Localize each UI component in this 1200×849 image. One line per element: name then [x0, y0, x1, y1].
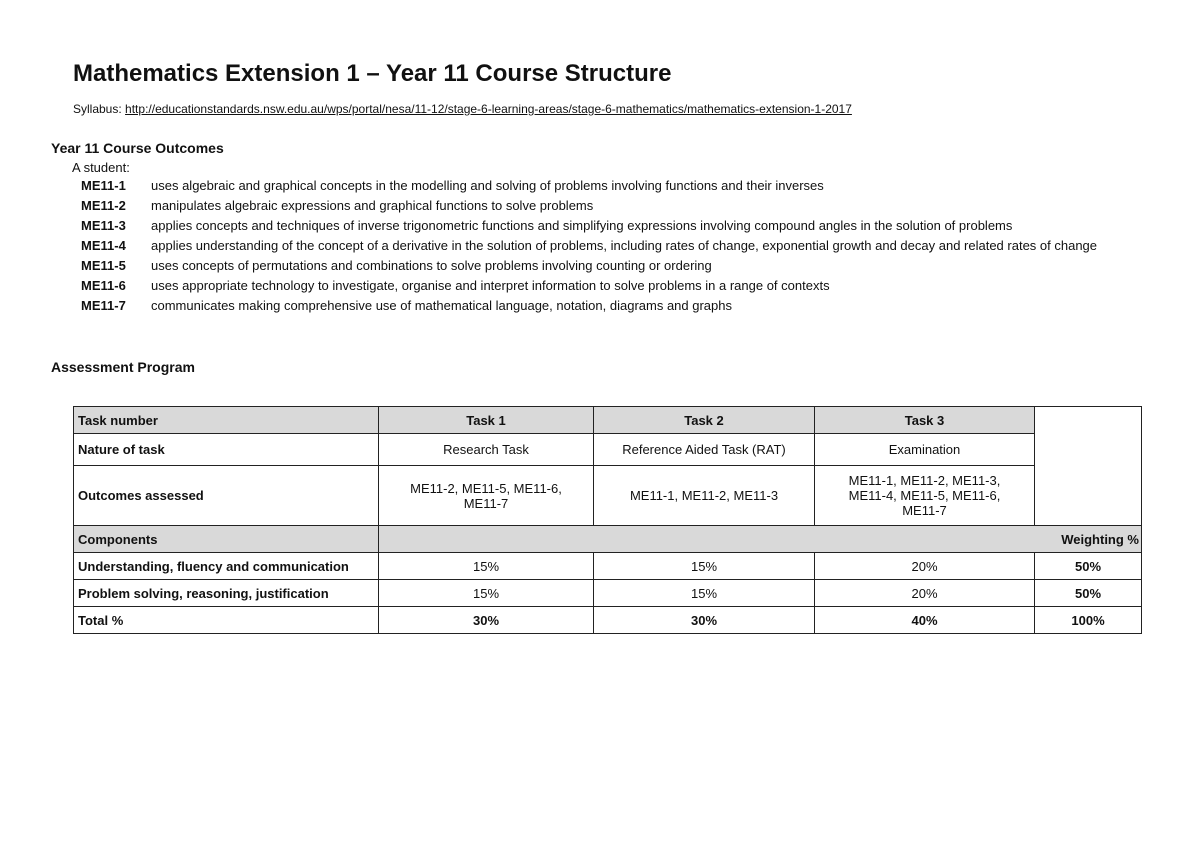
table-row [74, 607, 1142, 634]
syllabus-line [73, 102, 852, 116]
assessment-table [73, 406, 1142, 634]
outcome-text: uses concepts of permutations and combinations to solve problems involving counting or ordering [151, 258, 712, 273]
table-row [74, 407, 1142, 434]
components-label: Components [74, 526, 379, 553]
nature-label: Nature of task [74, 434, 379, 466]
weighting-label: Weighting % [379, 526, 1142, 553]
row-value: 20% [815, 580, 1035, 607]
task-number-label: Task number [74, 407, 379, 434]
row-total: 100% [1035, 607, 1142, 634]
row-value: 15% [594, 580, 815, 607]
task-3-header: Task 3 [815, 407, 1035, 434]
syllabus-link[interactable]: http://educationstandards.nsw.edu.au/wps/portal/nesa/11-12/stage-6-learning-areas/stage-6-mathematics/mathematics-extension-1-2017 [125, 102, 852, 116]
table-row [74, 434, 1142, 466]
outcomes-list [81, 177, 1141, 317]
row-label: Problem solving, reasoning, justification [74, 580, 379, 607]
task-2-header: Task 2 [594, 407, 815, 434]
outcome-code: ME11-4 [81, 238, 126, 253]
outcome-text: applies understanding of the concept of a derivative in the solution of problems, including rates of change, exponential growth and decay and related rates of change [151, 238, 1098, 253]
nature-task-1: Research Task [379, 434, 594, 466]
outcome-item [81, 277, 1141, 294]
outcome-text: communicates making comprehensive use of mathematical language, notation, diagrams and graphs [151, 298, 732, 313]
outcomes-task-3: ME11-1, ME11-2, ME11-3, ME11-4, ME11-5, ME11-6, ME11-7 [815, 466, 1035, 526]
student-label: A student: [72, 160, 130, 175]
outcomes-heading: Year 11 Course Outcomes [51, 140, 224, 156]
outcome-text: uses appropriate technology to investigate, organise and interpret information to solve problems in a range of contexts [151, 278, 830, 293]
assessment-heading: Assessment Program [51, 359, 195, 375]
row-value: 15% [379, 553, 594, 580]
row-value: 40% [815, 607, 1035, 634]
row-label: Understanding, fluency and communication [74, 553, 379, 580]
task-1-header: Task 1 [379, 407, 594, 434]
table-row [74, 580, 1142, 607]
outcome-item [81, 257, 1141, 274]
row-value: 15% [594, 553, 815, 580]
outcome-text: manipulates algebraic expressions and graphical functions to solve problems [151, 198, 594, 213]
table-row [74, 553, 1142, 580]
outcome-item [81, 217, 1141, 234]
nature-task-2: Reference Aided Task (RAT) [594, 434, 815, 466]
empty-weighting-cell [1035, 407, 1142, 526]
outcomes-assessed-label: Outcomes assessed [74, 466, 379, 526]
outcome-code: ME11-2 [81, 198, 126, 213]
row-total: 50% [1035, 553, 1142, 580]
page-title: Mathematics Extension 1 – Year 11 Course Structure [73, 60, 672, 87]
outcome-code: ME11-7 [81, 298, 126, 313]
nature-task-3: Examination [815, 434, 1035, 466]
outcomes-task-1: ME11-2, ME11-5, ME11-6, ME11-7 [379, 466, 594, 526]
row-value: 30% [379, 607, 594, 634]
outcome-text: applies concepts and techniques of inverse trigonometric functions and simplifying expressions involving compound angles in the solution of problems [151, 218, 1013, 233]
outcome-code: ME11-3 [81, 218, 126, 233]
table-row [74, 466, 1142, 526]
syllabus-label: Syllabus: [73, 102, 122, 116]
outcome-item [81, 297, 1141, 314]
outcome-code: ME11-6 [81, 278, 126, 293]
outcome-item [81, 177, 1141, 194]
outcome-item [81, 237, 1141, 254]
row-total: 50% [1035, 580, 1142, 607]
row-value: 15% [379, 580, 594, 607]
table-row [74, 526, 1142, 553]
outcome-code: ME11-5 [81, 258, 126, 273]
outcomes-task-2: ME11-1, ME11-2, ME11-3 [594, 466, 815, 526]
row-value: 20% [815, 553, 1035, 580]
outcome-item [81, 197, 1141, 214]
row-value: 30% [594, 607, 815, 634]
row-label: Total % [74, 607, 379, 634]
outcome-code: ME11-1 [81, 178, 126, 193]
outcome-text: uses algebraic and graphical concepts in the modelling and solving of problems involving functions and their inverses [151, 178, 824, 193]
